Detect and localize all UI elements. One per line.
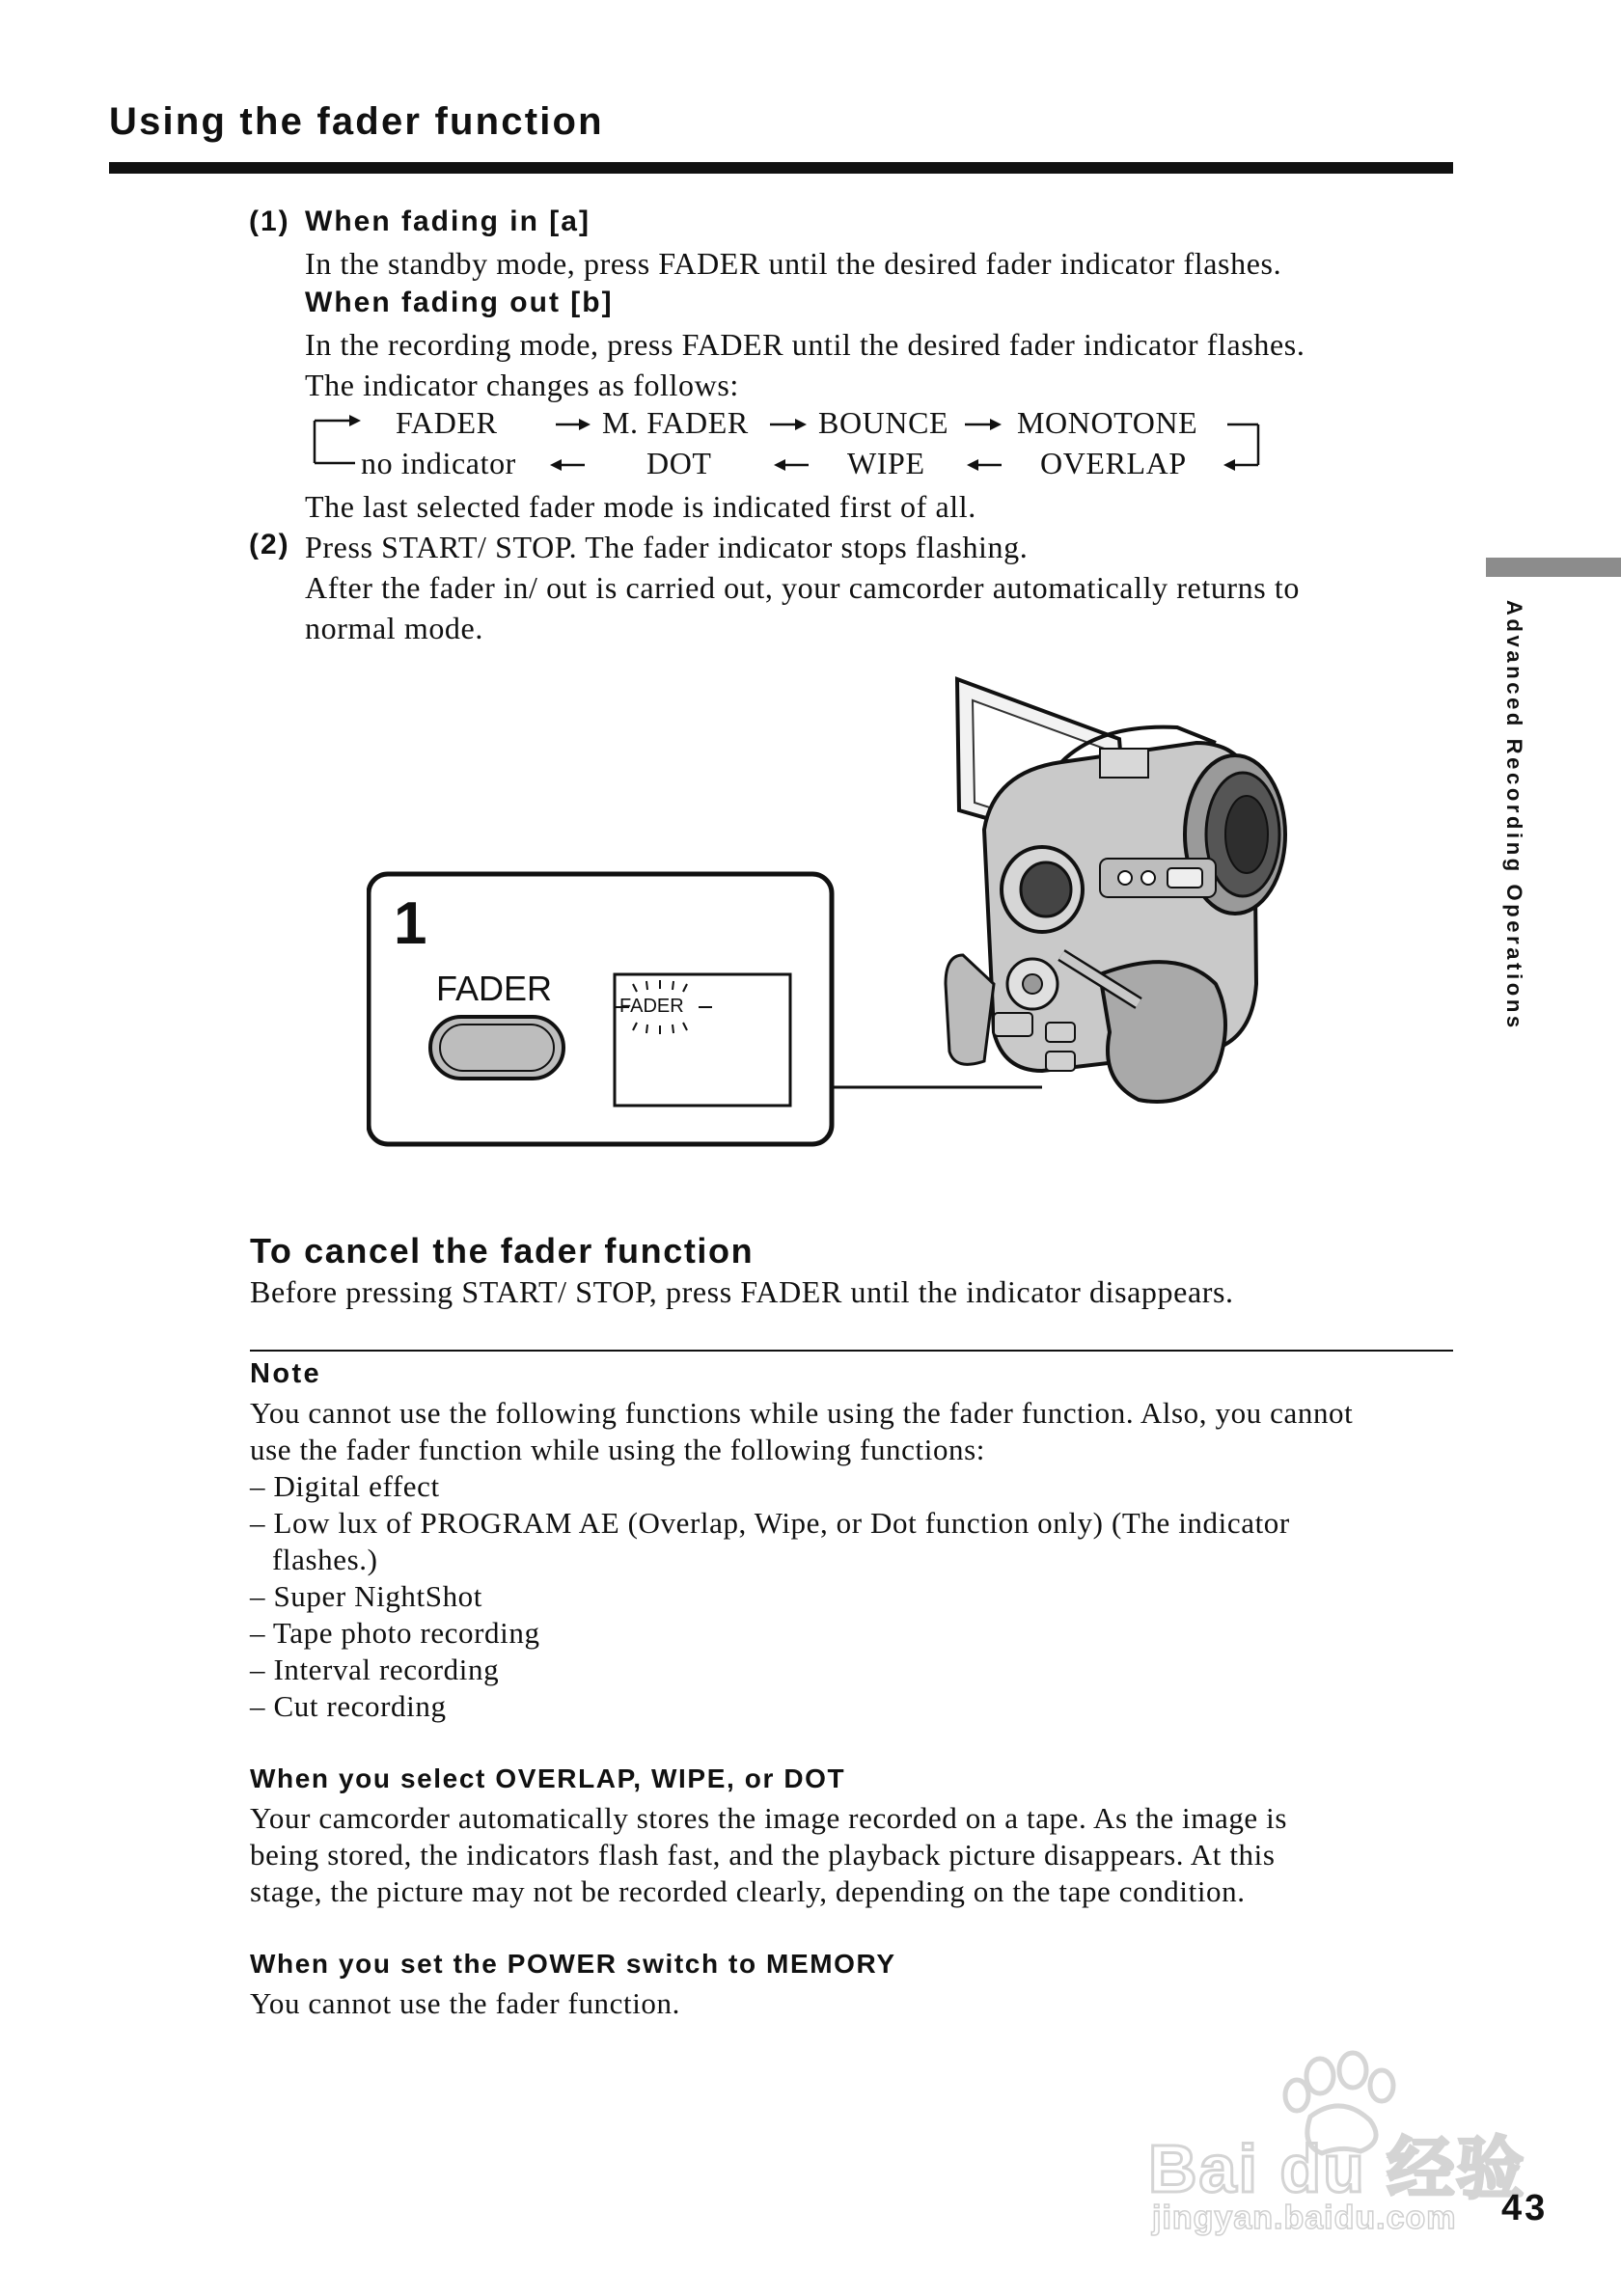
step-2-line-1: Press START/ STOP. The fader indicator stops flashing. [305, 530, 1029, 564]
note-intro-2: use the fader function while using the following functions: [250, 1433, 986, 1466]
camcorder-figure [367, 666, 1293, 1167]
seq-monotone: MONOTONE [1017, 405, 1198, 440]
side-tab-marker [1486, 558, 1621, 577]
seq-overlap: OVERLAP [1040, 446, 1187, 480]
seq-bounce: BOUNCE [818, 405, 949, 440]
fader-button-label: FADER [436, 969, 553, 1008]
note-item: flashes.) [272, 1543, 378, 1576]
camcorder-illustration [367, 666, 1293, 1167]
overlap-text-3: stage, the picture may not be recorded clearly, depending on the tape condition. [250, 1874, 1246, 1908]
note-item: – Cut recording [250, 1689, 447, 1723]
overlap-text-2: being stored, the indicators flash fast, and the playback picture disappears. At this [250, 1838, 1276, 1872]
step-2-line-3: normal mode. [305, 611, 483, 645]
memory-heading: When you set the POWER switch to MEMORY [250, 1949, 896, 1979]
header-rule [109, 162, 1453, 174]
overlap-heading: When you select OVERLAP, WIPE, or DOT [250, 1763, 846, 1793]
fader-button[interactable] [430, 1017, 563, 1079]
seq-m-fader: M. FADER [602, 405, 749, 440]
seq-fader: FADER [396, 405, 498, 440]
page-title: Using the fader function [109, 100, 604, 143]
seq-no-indicator: no indicator [361, 446, 516, 480]
note-item: – Interval recording [250, 1653, 500, 1686]
page-number: 43 [1501, 2188, 1549, 2228]
side-tab-label: Advanced Recording Operations [1502, 600, 1526, 1031]
note-item: – Super NightShot [250, 1579, 482, 1613]
step-2-line-2: After the fader in/ out is carried out, your camcorder automatically returns to [305, 570, 1301, 605]
note-item: – Digital effect [250, 1469, 440, 1503]
fading-in-heading: When fading in [a] [305, 205, 591, 237]
note-item: – Tape photo recording [250, 1616, 540, 1650]
note-list [250, 1468, 1290, 1725]
baidu-watermark [1139, 2045, 1525, 2238]
fading-out-text: In the recording mode, press FADER until the desired fader indicator flashes. [305, 327, 1305, 362]
fader-sequence-diagram [289, 405, 1274, 486]
step-1-number: (1) [249, 205, 290, 237]
note-heading: Note [250, 1358, 322, 1389]
fading-out-heading: When fading out [b] [305, 287, 614, 318]
watermark-brand: Bai du 经验 [1148, 2131, 1526, 2206]
seq-dot: DOT [646, 446, 712, 480]
cancel-text: Before pressing START/ STOP, press FADER until the indicator disappears. [250, 1274, 1234, 1309]
fader-indicator-label: FADER [619, 996, 684, 1017]
callout-number: 1 [394, 890, 427, 957]
indicator-changes-text: The indicator changes as follows: [305, 368, 739, 402]
memory-text: You cannot use the fader function. [250, 1986, 680, 2020]
last-selected-text: The last selected fader mode is indicated first of all. [305, 489, 976, 524]
watermark-url: jingyan.baidu.com [1152, 2200, 1457, 2236]
cancel-heading: To cancel the fader function [250, 1231, 755, 1271]
fading-in-text: In the standby mode, press FADER until the desired fader indicator flashes. [305, 246, 1282, 281]
note-intro-1: You cannot use the following functions while using the fader function. Also, you cannot [250, 1396, 1354, 1430]
seq-wipe: WIPE [847, 446, 925, 480]
note-item: – Low lux of PROGRAM AE (Overlap, Wipe, or Dot function only) (The indicator [250, 1506, 1290, 1540]
overlap-text-1: Your camcorder automatically stores the image recorded on a tape. As the image is [250, 1801, 1288, 1835]
note-rule [250, 1350, 1453, 1352]
step-2-number: (2) [249, 529, 290, 560]
